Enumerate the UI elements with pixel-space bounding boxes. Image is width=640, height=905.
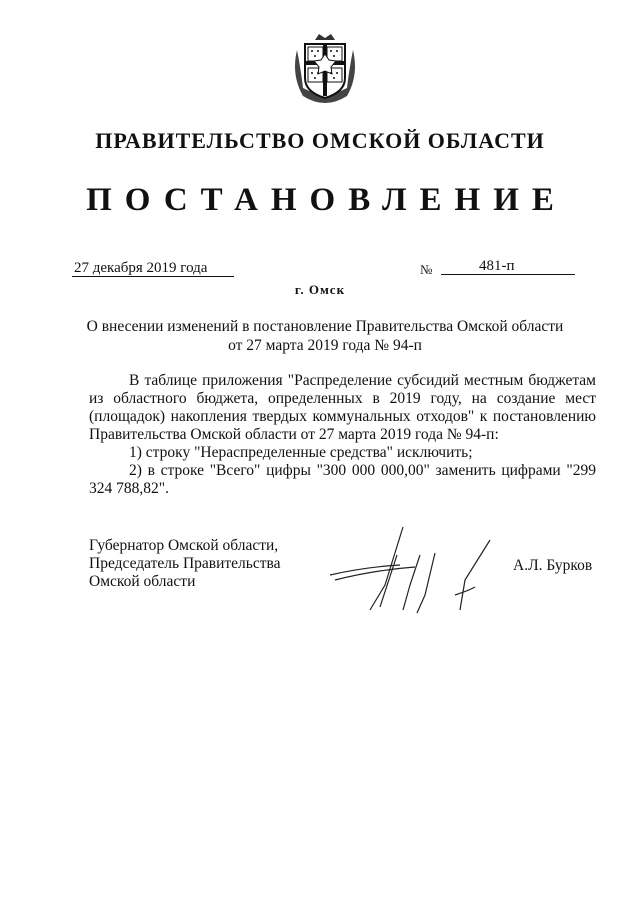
- subject-line: О внесении изменений в постановление Правительства Омской области: [86, 318, 564, 335]
- document-type: ПОСТАНОВЛЕНИЕ: [86, 182, 567, 218]
- city: г. Омск: [294, 282, 346, 297]
- body-item: 2) в строке "Всего" цифры "300 000 000,00" заменить цифрами "299 324 788,82".: [89, 462, 596, 497]
- signatory-title: [89, 537, 281, 591]
- subject-line: от 27 марта 2019 года № 94-п: [228, 337, 422, 354]
- document-subject: [60, 317, 590, 355]
- signatory-title-line: Омской области: [89, 573, 196, 590]
- document-number: 481-п: [441, 258, 575, 275]
- body-item: 1) строку "Нераспределенные средства" исключить;: [129, 444, 473, 461]
- handwritten-signature: [325, 525, 495, 615]
- issuing-authority: ПРАВИТЕЛЬСТВО ОМСКОЙ ОБЛАСТИ: [95, 128, 545, 153]
- document-date: 27 декабря 2019 года: [72, 260, 234, 277]
- document-body: [89, 372, 596, 498]
- signatory-title-line: Председатель Правительства: [89, 555, 281, 572]
- coat-of-arms-emblem: [289, 30, 361, 108]
- body-paragraph: В таблице приложения "Распределение субсидий местным бюджетам из областного бюджета, определенных в 2019 году, на создание мест (площадок) накопления твердых коммунальных отходов" к постановлению Правительства Омской области от 27 марта 2019 года № 94-п:: [89, 372, 596, 443]
- signatory-name: А.Л. Бурков: [513, 557, 593, 574]
- number-label: №: [420, 262, 433, 277]
- signatory-title-line: Губернатор Омской области,: [89, 537, 279, 554]
